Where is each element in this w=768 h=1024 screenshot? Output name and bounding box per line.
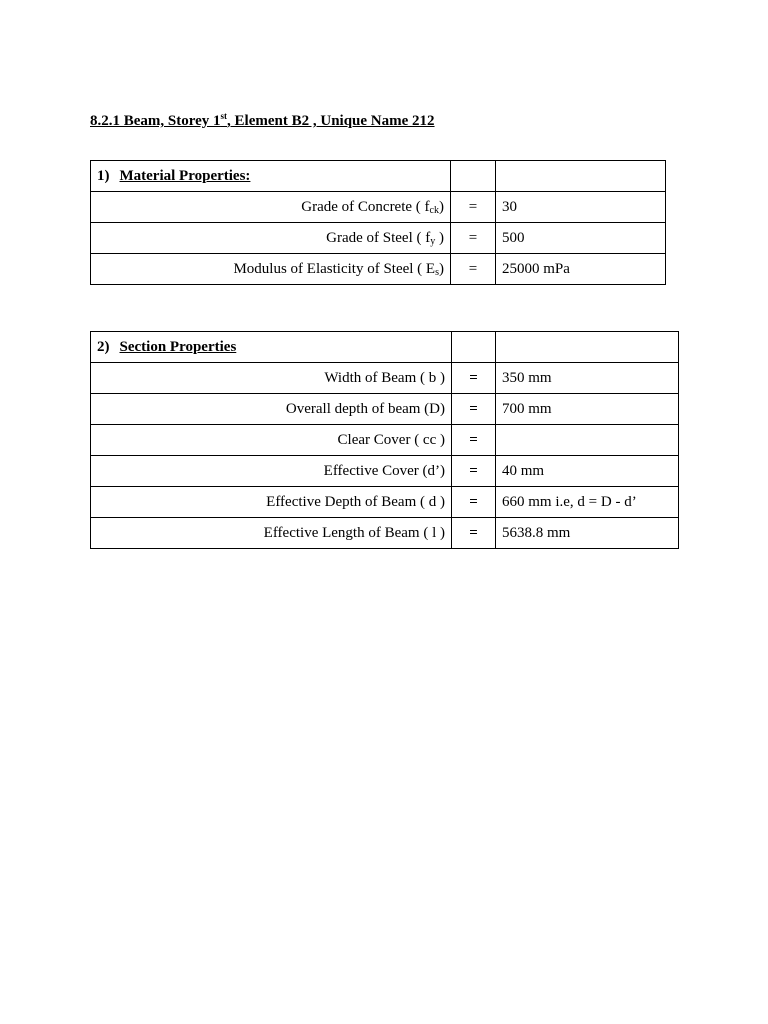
heading-superscript: st: [220, 111, 228, 121]
material-properties-table: [90, 160, 666, 285]
equals-sign: =: [451, 223, 496, 254]
property-value: 5638.8 mm: [496, 518, 679, 549]
equals-sign: =: [452, 363, 496, 394]
equals-sign: =: [451, 192, 496, 223]
property-value: 350 mm: [496, 363, 679, 394]
equals-sign: =: [452, 394, 496, 425]
equals-sign: =: [452, 487, 496, 518]
empty-cell: [452, 332, 496, 363]
empty-cell: [496, 161, 666, 192]
equals-sign: =: [451, 254, 496, 285]
property-value: 660 mm i.e, d = D - d’: [496, 487, 679, 518]
table-header-row: [91, 332, 679, 363]
property-label: Effective Length of Beam ( l ): [91, 518, 452, 549]
property-label: Effective Depth of Beam ( d ): [91, 487, 452, 518]
section-properties-table: [90, 331, 679, 549]
property-label: Width of Beam ( b ): [91, 363, 452, 394]
table-row: [91, 425, 679, 456]
property-value: 500: [496, 223, 666, 254]
table-row: [91, 192, 666, 223]
table-row: [91, 456, 679, 487]
equals-sign: =: [452, 518, 496, 549]
empty-cell: [451, 161, 496, 192]
table-row: [91, 363, 679, 394]
table-header-row: [91, 161, 666, 192]
table-row: [91, 254, 666, 285]
equals-sign: =: [452, 456, 496, 487]
property-label: Overall depth of beam (D): [91, 394, 452, 425]
table-row: [91, 394, 679, 425]
property-label: Grade of Concrete ( $f_{ck}$): [91, 192, 451, 223]
material-properties-title: 1) Material Properties:: [91, 161, 451, 192]
property-value: 25000 mPa: [496, 254, 666, 285]
table-row: [91, 518, 679, 549]
section-heading: 8.2.1 Beam, Storey 1st, Element B2 , Unique Name 212: [90, 111, 435, 129]
equals-sign: =: [452, 425, 496, 456]
property-label: Grade of Steel ( $f_y$ ): [91, 223, 451, 254]
property-label: Clear Cover ( cc ): [91, 425, 452, 456]
property-value: 30: [496, 192, 666, 223]
property-value: 700 mm: [496, 394, 679, 425]
empty-cell: [496, 332, 679, 363]
property-label: Effective Cover (d’): [91, 456, 452, 487]
property-label: Modulus of Elasticity of Steel ( $E_s$): [91, 254, 451, 285]
property-value: [496, 425, 679, 456]
table-row: [91, 223, 666, 254]
property-value: 40 mm: [496, 456, 679, 487]
table-row: [91, 487, 679, 518]
section-properties-title: 2) Section Properties: [91, 332, 452, 363]
